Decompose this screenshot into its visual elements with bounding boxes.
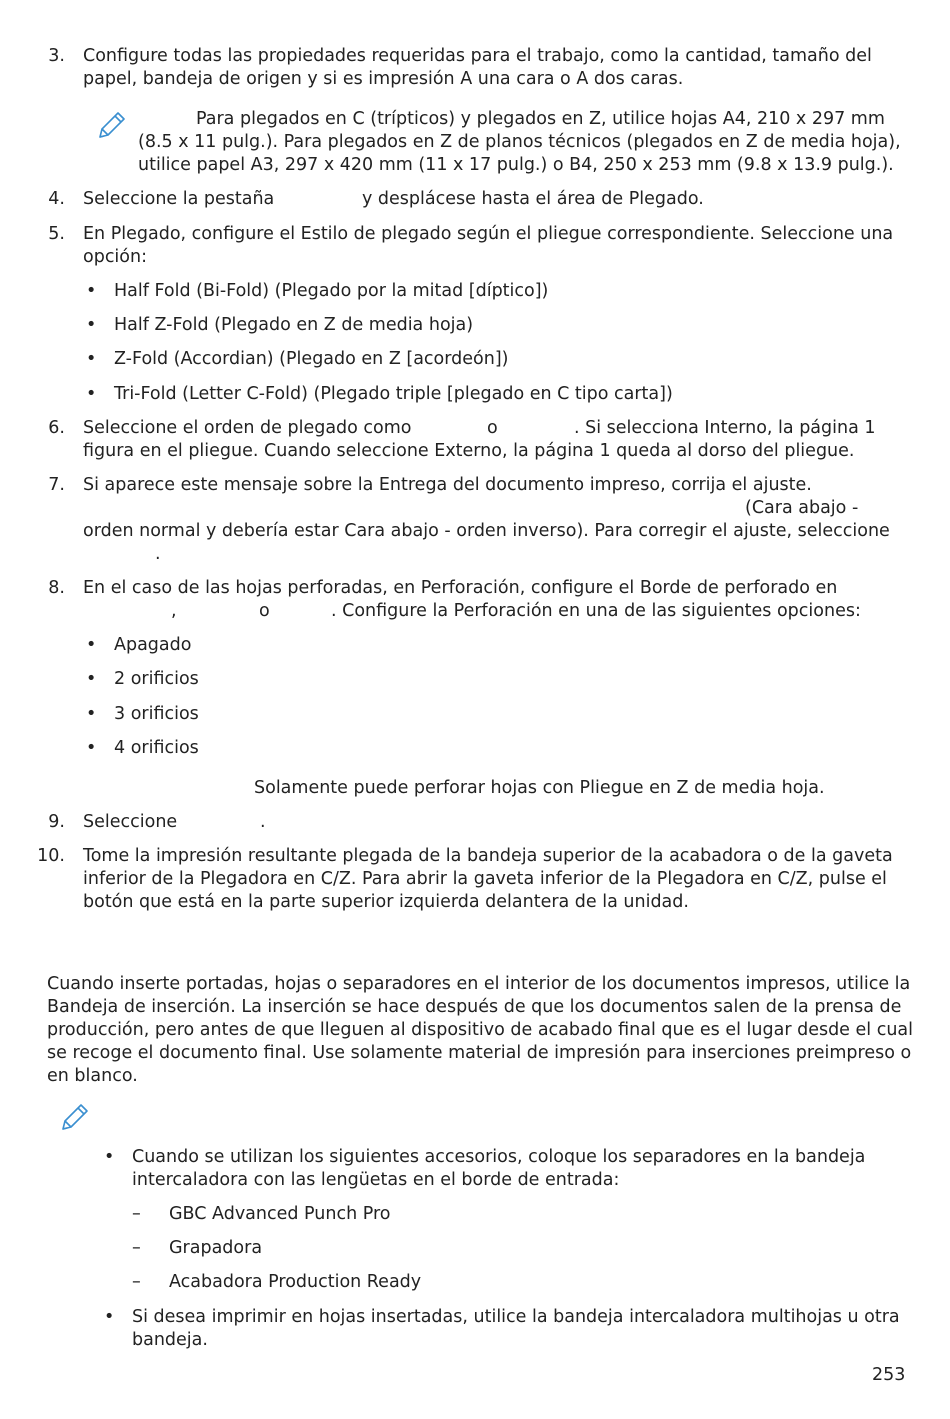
step-9-text: . xyxy=(260,812,266,832)
list-item: Z-Fold (Accordian) (Plegado en Z [acordeón]) xyxy=(114,349,509,369)
bullet: • xyxy=(86,349,97,369)
dash: – xyxy=(132,1238,141,1258)
bullet: • xyxy=(86,315,97,335)
note-text: (8.5 x 11 pulg.). Para plegados en Z de planos técnicos (plegados en Z de media hoja), xyxy=(138,132,901,152)
step-4-text: y desplácese hasta el área de Plegado. xyxy=(362,189,704,209)
step-number: 8. xyxy=(48,578,65,598)
step-3-text: papel, bandeja de origen y si es impresión A una cara o A dos caras. xyxy=(83,69,684,89)
accessory-item: Acabadora Production Ready xyxy=(169,1272,422,1292)
bullet: • xyxy=(104,1147,115,1167)
step-number: 4. xyxy=(48,189,65,209)
step-7-text: (Cara abajo - xyxy=(745,498,859,518)
accessory-item: Grapadora xyxy=(169,1238,263,1258)
dash: – xyxy=(132,1204,141,1224)
note-text: Cuando se utilizan los siguientes accesorios, coloque los separadores en la bandeja xyxy=(132,1147,866,1167)
step-7-text: . xyxy=(155,544,161,564)
note-text: intercaladora con las lengüetas en el borde de entrada: xyxy=(132,1170,620,1190)
list-item: Apagado xyxy=(114,635,192,655)
dash: – xyxy=(132,1272,141,1292)
pencil-icon xyxy=(58,1100,92,1134)
page-number: 253 xyxy=(872,1365,906,1385)
body-paragraph: Bandeja de inserción. La inserción se hace después de que los documentos salen de la prensa de xyxy=(47,997,902,1017)
body-paragraph: Cuando inserte portadas, hojas o separadores en el interior de los documentos impresos, utilice la xyxy=(47,974,911,994)
step-6-text: o xyxy=(487,418,498,438)
list-item: 3 orificios xyxy=(114,704,199,724)
step-6-text: . Si selecciona Interno, la página 1 xyxy=(574,418,876,438)
step-number: 10. xyxy=(37,846,65,866)
list-item: Half Z-Fold (Plegado en Z de media hoja) xyxy=(114,315,474,335)
note-text: Solamente puede perforar hojas con Pliegue en Z de media hoja. xyxy=(254,778,825,798)
step-number: 5. xyxy=(48,224,65,244)
note-text: utilice papel A3, 297 x 420 mm (11 x 17 pulg.) o B4, 250 x 253 mm (9.8 x 13.9 pulg.). xyxy=(138,155,894,175)
step-8-text: , xyxy=(171,601,177,621)
bullet: • xyxy=(86,384,97,404)
note-text: Para plegados en C (trípticos) y plegados en Z, utilice hojas A4, 210 x 297 mm xyxy=(196,109,885,129)
step-10-text: botón que está en la parte superior izquierda delantera de la unidad. xyxy=(83,892,689,912)
step-5-text: opción: xyxy=(83,247,147,267)
step-6-text: figura en el pliegue. Cuando seleccione Externo, la página 1 queda al dorso del pliegue. xyxy=(83,441,855,461)
bullet: • xyxy=(104,1307,115,1327)
step-9-text: Seleccione xyxy=(83,812,178,832)
list-item: 4 orificios xyxy=(114,738,199,758)
step-10-text: inferior de la Plegadora en C/Z. Para abrir la gaveta inferior de la Plegadora en C/Z, pulse el xyxy=(83,869,887,889)
body-paragraph: producción, pero antes de que lleguen al dispositivo de acabado final que es el lugar desde el cual xyxy=(47,1020,914,1040)
note-text: Si desea imprimir en hojas insertadas, utilice la bandeja intercaladora multihojas u otra xyxy=(132,1307,900,1327)
step-7-text: Si aparece este mensaje sobre la Entrega del documento impreso, corrija el ajuste. xyxy=(83,475,812,495)
accessory-item: GBC Advanced Punch Pro xyxy=(169,1204,391,1224)
bullet: • xyxy=(86,738,97,758)
step-8-text: En el caso de las hojas perforadas, en Perforación, configure el Borde de perforado en xyxy=(83,578,838,598)
step-5-text: En Plegado, configure el Estilo de plegado según el pliegue correspondiente. Seleccione una xyxy=(83,224,894,244)
step-8-text: . Configure la Perforación en una de las siguientes opciones: xyxy=(331,601,861,621)
list-item: Tri-Fold (Letter C-Fold) (Plegado triple [plegado en C tipo carta]) xyxy=(114,384,673,404)
bullet: • xyxy=(86,635,97,655)
bullet: • xyxy=(86,281,97,301)
step-number: 6. xyxy=(48,418,65,438)
step-number: 3. xyxy=(48,46,65,66)
bullet: • xyxy=(86,704,97,724)
list-item: Half Fold (Bi-Fold) (Plegado por la mitad [díptico]) xyxy=(114,281,549,301)
note-text: bandeja. xyxy=(132,1330,208,1350)
step-3-text: Configure todas las propiedades requeridas para el trabajo, como la cantidad, tamaño del xyxy=(83,46,872,66)
step-10-text: Tome la impresión resultante plegada de la bandeja superior de la acabadora o de la gaveta xyxy=(83,846,893,866)
step-4-text: Seleccione la pestaña xyxy=(83,189,275,209)
body-paragraph: en blanco. xyxy=(47,1066,138,1086)
step-number: 7. xyxy=(48,475,65,495)
step-number: 9. xyxy=(48,812,65,832)
step-6-text: Seleccione el orden de plegado como xyxy=(83,418,412,438)
bullet: • xyxy=(86,669,97,689)
step-7-text: orden normal y debería estar Cara abajo - orden inverso). Para corregir el ajuste, seleccione xyxy=(83,521,890,541)
body-paragraph: se recoge el documento final. Use solamente material de impresión para inserciones preimpreso o xyxy=(47,1043,912,1063)
step-8-text: o xyxy=(259,601,270,621)
pencil-icon xyxy=(95,108,129,142)
list-item: 2 orificios xyxy=(114,669,199,689)
